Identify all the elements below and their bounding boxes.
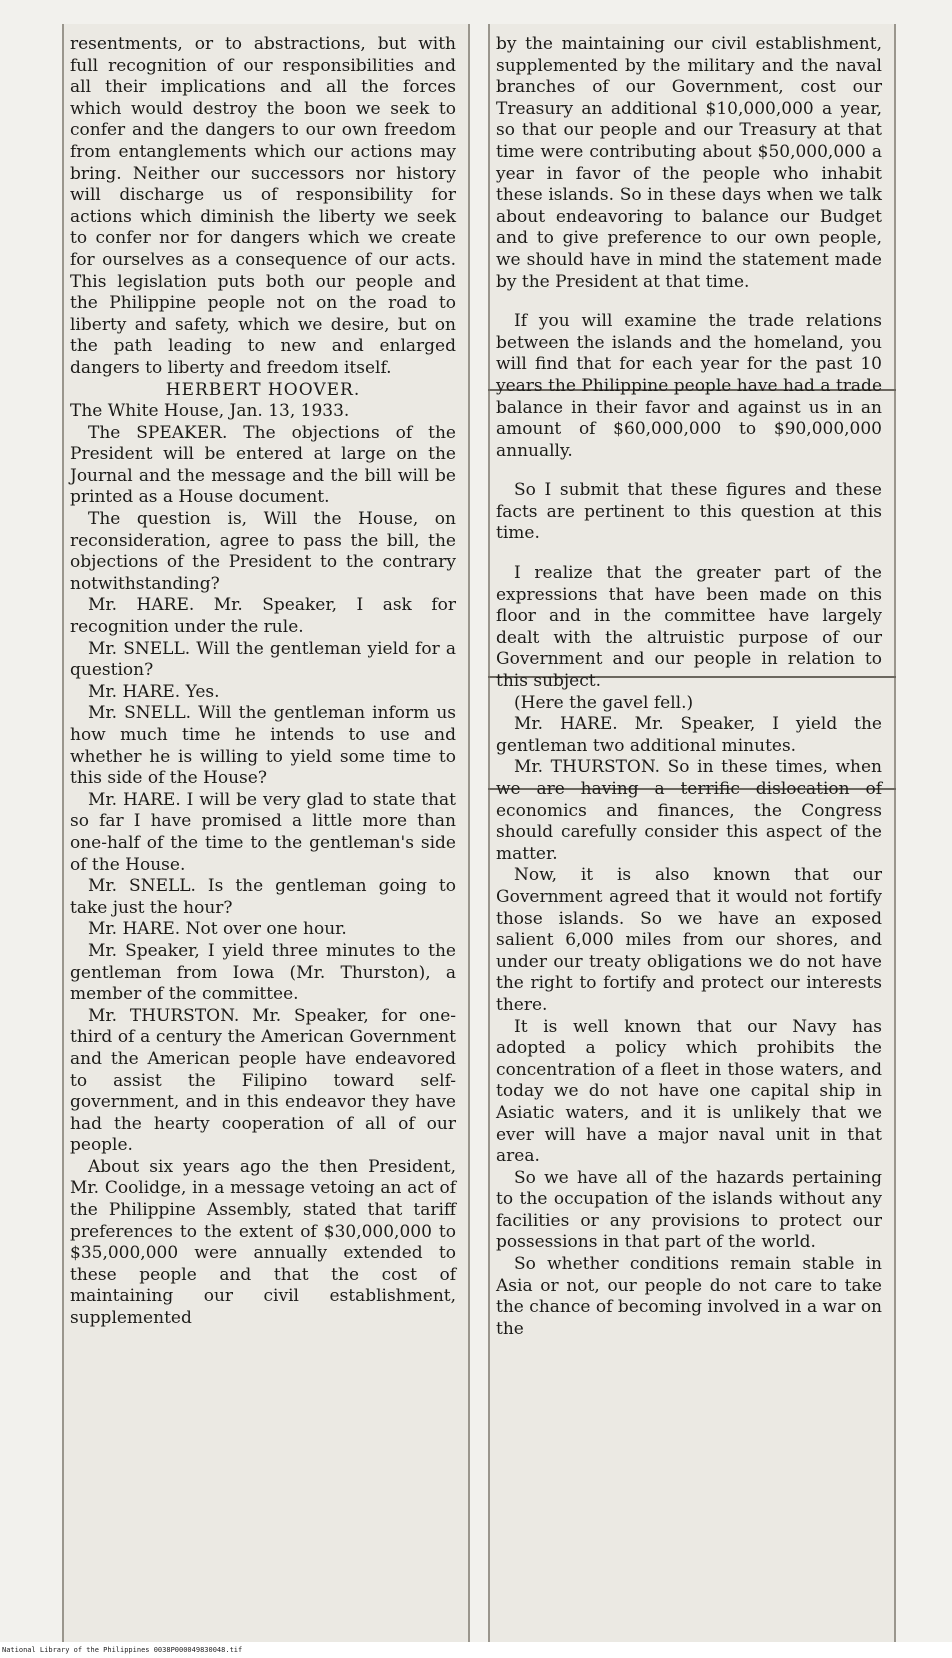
paragraph: Now, it is also known that our Government agreed that it would not fortify those islands. So we have an exposed salient 6,000 miles from our shores, and under our treaty obligations we do not have the right to fortify and protect our interests there.	[496, 865, 882, 1015]
dateline: The White House, Jan. 13, 1933.	[70, 401, 350, 422]
paragraph: Mr. THURSTON. Mr. Speaker, for one-third of a century the American Government and the American people have endeavored to assist the Filipino toward self-government, and in this endeavor they have had the hearty cooperation of all of our people.	[70, 1005, 456, 1156]
paragraph: Mr. HARE. Not over one hour.	[88, 919, 347, 940]
paragraph: Mr. HARE. I will be very glad to state that so far I have promised a little more than one-half of the time to the gentleman's side of the House.	[70, 789, 456, 875]
scan-footer	[0, 1642, 952, 1658]
paragraph: (Here the gavel fell.)	[514, 692, 694, 713]
paragraph: If you will examine the trade relations between the islands and the homeland, you will find that for each year for the past 10 years the Philippine people have had a trade balance in their favor and against us in an amount of $60,000,000 to $90,000,000 annually.	[496, 311, 882, 461]
paragraph: Mr. HARE. Mr. Speaker, I yield the gentleman two additional minutes.	[496, 714, 882, 756]
paragraph: About six years ago the then President, Mr. Coolidge, in a message vetoing an act of the Philippine Assembly, stated that tariff preferences to the extent of $30,000,000 to $35,000,000 were annually extended to these people and that the cost of maintaining our civil establishment, supplemented	[70, 1156, 456, 1329]
paragraph: Mr. THURSTON. So in these times, when we are having a terrific dislocation of economics and finances, the Congress should carefully consider this aspect of the matter.	[496, 757, 882, 864]
paragraph: It is well known that our Navy has adopted a policy which prohibits the concentration of a fleet in those waters, and today we do not have one capital ship in Asiatic waters, and it is unlikely that we ever will have a major naval unit in that area.	[496, 1016, 882, 1167]
paragraph: by the maintaining our civil establishment, supplemented by the military and the naval branches of our Government, cost our Treasury an additional $10,000,000 a year, so that our people and our Treasury at that time were contributing about $50,000,000 a year in favor of the people who inhabit these islands. So in these days when we talk about endeavoring to balance our Budget and to give preference to our own people, we should have in mind the statement made by the President at that time.	[496, 34, 882, 292]
paragraph: Mr. Speaker, I yield three minutes to the gentleman from Iowa (Mr. Thurston), a member of the committee.	[70, 940, 456, 1005]
paragraph: Mr. HARE. Yes.	[88, 681, 220, 702]
right-column	[496, 34, 882, 1340]
paragraph: So we have all of the hazards pertaining to the occupation of the islands without any facilities or any provisions to protect our possessions in that part of the world.	[496, 1167, 882, 1253]
paragraph: The question is, Will the House, on reconsideration, agree to pass the bill, the objections of the President to the contrary notwithstanding?	[70, 509, 456, 594]
paragraph: So I submit that these figures and these facts are pertinent to this question at this time.	[496, 480, 882, 544]
paragraph: Mr. HARE. Mr. Speaker, I ask for recognition under the rule.	[70, 595, 456, 638]
paragraph: I realize that the greater part of the expressions that have been made on this floor and in the committee have largely dealt with the altruistic purpose of our Government and our people in relation to this subject.	[496, 563, 882, 692]
paragraph: So whether conditions remain stable in Asia or not, our people do not care to take the chance of becoming involved in a war on the	[496, 1254, 882, 1339]
paragraph: Mr. SNELL. Is the gentleman going to take just the hour?	[70, 876, 456, 918]
paragraph: resentments, or to abstractions, but with full recognition of our responsibilities and all their implications and all the forces which would destroy the boon we seek to confer and the dangers to our own freedom from entanglements which our actions may bring. Neither our successors nor history will discharge us of responsibility for actions which diminish the liberty we seek to confer nor for dangers which we create for ourselves as a consequence of our acts. This legislation puts both our people and the Philippine people not on the road to liberty and safety, which we desire, but on the path leading to new and enlarged dangers to liberty and freedom itself.	[70, 34, 456, 378]
footer-text: National Library of the Philippines 0038P000049830048.tif	[2, 1646, 243, 1654]
paragraph: Mr. SNELL. Will the gentleman inform us how much time he intends to use and whether he is willing to yield some time to this side of the House?	[70, 703, 456, 789]
left-column	[70, 34, 456, 1330]
signature: HERBERT HOOVER.	[165, 379, 361, 400]
paragraph: Mr. SNELL. Will the gentleman yield for a question?	[70, 638, 456, 681]
paragraph: The SPEAKER. The objections of the President will be entered at large on the Journal and the message and the bill will be printed as a House document.	[70, 422, 456, 508]
